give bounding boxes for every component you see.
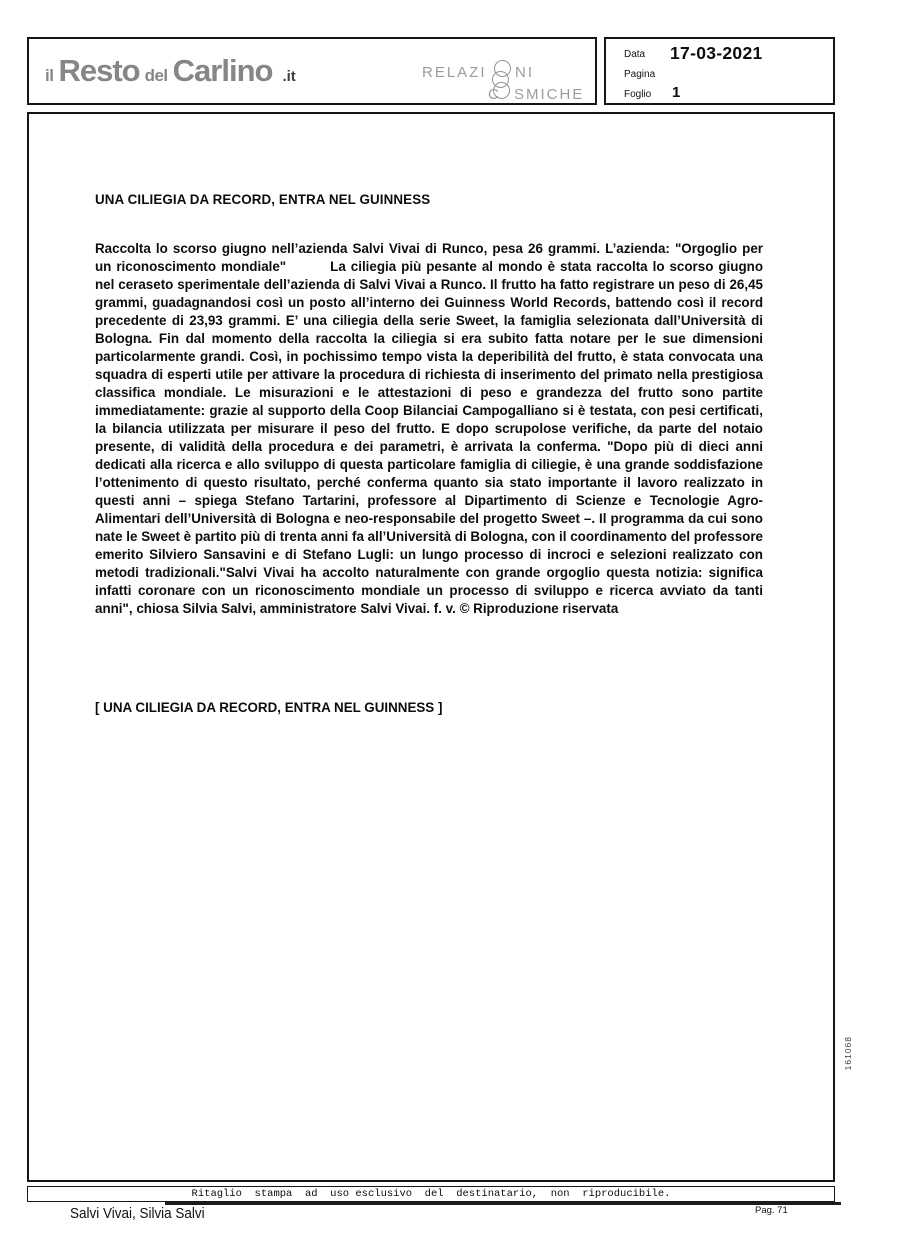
foglio-value: 1 [672, 84, 681, 101]
article-body [95, 240, 763, 618]
masthead-it-suffix: .it [282, 68, 296, 85]
masthead-resto: Resto [58, 53, 140, 88]
archive-code-vertical: 161068 [843, 1036, 853, 1071]
ring-icon-bottom [493, 82, 510, 99]
masthead-il: il [45, 66, 54, 85]
data-label: Data [624, 49, 646, 60]
source-line: Salvi Vivai, Silvia Salvi [70, 1206, 205, 1222]
agency-line2-right: SMICHE [514, 86, 585, 103]
masthead-carlino: Carlino [172, 53, 273, 88]
data-value: 17-03-2021 [670, 43, 763, 63]
foglio-label: Foglio [624, 89, 652, 100]
pagina-label: Pagina [624, 69, 656, 80]
header-meta-box [604, 37, 835, 105]
article-box [27, 112, 835, 1182]
page-ref: Pag. 71 [755, 1205, 788, 1216]
article-title: UNA CILIEGIA DA RECORD, ENTRA NEL GUINNESS [95, 192, 431, 207]
article-text: La ciliegia più pesante al mondo è stata raccolta lo scorso giugno nel ceraseto sperimentale dell’azienda di Salvi Vivai a Runco. Il frutto ha fatto registrare un peso di 26,45 grammi, guadagnandosi così un posto all’interno dei Guinness World Records, battendo così il record precedente di 23,93 grammi. E’ una ciliegia della serie Sweet, la famiglia selezionata dall’Università di Bologna. Fin dal momento della raccolta la ciliegia si era subito fatta notare per le sue dimensioni particolarmente grandi. Così, in pochissimo tempo vista la deperibilità del frutto, è stata convocata una squadra di esperti utile per attivare la procedura di richiesta di inserimento del primato nella prestigiosa classifica mondiale. Le misurazioni e le attestazioni di peso e grandezza del frutto sono partite immediatamente: grazie al supporto della Coop Bilanciai Campogalliano si è testata, con pesi certificati, la bilancia utilizzata per misurare il peso del frutto. E dopo scrupolose verifiche, da parte del notaio presente, di validità della procedura e dei parametri, è arrivata la conferma. "Dopo più di dieci anni dedicati alla ricerca e allo sviluppo di questa particolare famiglia di ciliegie, è una grande soddisfazione l’ottenimento di questo risultato, perché conferma quanto sia stato importante il lavoro realizzato in questi anni – spiega Stefano Tartarini, professore al Dipartimento di Scienze e Tecnologie Agro-Alimentari dell’Università di Bologna e neo-responsabile del progetto Sweet –. Il programma da cui sono nate le Sweet è partito più di trenta anni fa all’Università di Bologna, con il coordinamento del professore emerito Silviero Sansavini e di Stefano Lugli: un lungo processo di incroci e selezioni realizzato con metodi tradizionali."Salvi Vivai ha accolto naturalmente con grande orgoglio questa notizia: significa infatti coronare con un riconoscimento mondiale un processo di sviluppo e ricerca avviato da tanti anni", chiosa Silvia Salvi, amministratore Salvi Vivai. f. v. © Riproduzione riservata [95, 259, 763, 617]
agency-line2-left: C [488, 86, 501, 103]
header-masthead-box [27, 37, 597, 105]
agency-line1-right: NI [515, 64, 534, 81]
agency-line1-left: RELAZI [422, 64, 487, 81]
article-lead: Raccolta lo scorso giugno nell’azienda Salvi Vivai di Runco, pesa 26 grammi. L’azienda: "Orgoglio per un riconoscimento mondiale" [95, 241, 763, 275]
disclaimer-text: Ritaglio stampa ad uso esclusivo del destinatario, non riproducibile. [191, 1188, 671, 1200]
masthead-del: del [144, 66, 168, 85]
article-tagline: [ UNA CILIEGIA DA RECORD, ENTRA NEL GUINNESS ] [95, 700, 443, 715]
resto-del-carlino-logo [45, 53, 296, 89]
lead-body-gap [286, 270, 330, 271]
disclaimer-band [27, 1186, 835, 1202]
scan-artifact-line [165, 1202, 841, 1205]
